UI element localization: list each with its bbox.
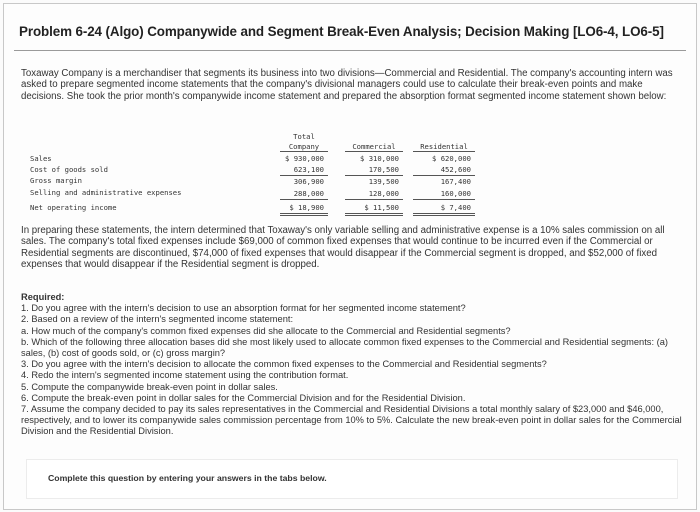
header-underline-total [280,151,328,152]
problem-title: Problem 6-24 (Algo) Companywide and Segment Break-Even Analysis; Decision Making [LO6-4, LO6-5] [19,24,664,39]
required-item: 3. Do you agree with the intern's decision to allocate the common fixed expenses to the Commercial and Residential segments? [21,359,547,370]
subtotal-underline [413,175,475,176]
cell-residential: 160,000 [440,189,471,198]
cell-residential: 452,600 [440,165,471,174]
required-heading: Required: [21,292,65,302]
total-double-underline [413,213,475,214]
subtotal-underline [280,199,328,200]
cell-residential: $ 7,400 [440,203,471,212]
required-item: 1. Do you agree with the intern's decision to use an absorption format for her segmented income statement? [21,303,466,314]
cell-commercial: 139,500 [368,177,399,186]
cell-total: $ 18,900 [289,203,324,212]
header-commercial: Commercial [352,142,396,151]
subtotal-underline [280,175,328,176]
subtotal-underline [345,175,403,176]
header-total-line1: Total [293,132,315,141]
required-item: 2. Based on a review of the intern's segmented income statement: [21,314,294,325]
header-total-line2: Company [288,142,320,151]
fixed-expenses-paragraph: In preparing these statements, the intern determined that Toxaway's only variable selling and administrative expense is a 10% sales commission on all sales. The company's total fixed expenses include $69,000 of common fixed expenses that would continue to be incurred even if the Commercial or Residential segments are discontinued, $74,000 of fixed expenses that would disappear if the Commercial segment is dropped, and $52,000 of fixed expenses that would disappear if the Residential segment is dropped. [21,225,665,271]
required-item: b. Which of the following three allocation bases did she most likely used to allocate common fixed expenses to the Commercial and Residential segments: (a) sales, (b) cost of goods sold, or (c) gross margin? [21,336,668,359]
required-item: 5. Compute the companywide break-even point in dollar sales. [21,381,278,392]
cell-commercial: $ 11,500 [364,203,399,212]
cell-commercial: 170,500 [368,165,399,174]
total-double-underline [345,215,403,216]
instruction-text: Complete this question by entering your answers in the tabs below. [48,473,327,483]
total-double-underline [280,215,328,216]
required-item: 6. Compute the break-even point in dollar sales for the Commercial Division and for the Residential Division. [21,392,466,403]
row-label: Net operating income [30,203,117,212]
cell-total: 623,100 [293,165,324,174]
row-label: Gross margin [30,176,82,185]
total-double-underline [345,213,403,214]
title-divider [14,50,686,51]
total-double-underline [413,215,475,216]
cell-residential: $ 620,000 [432,154,471,163]
cell-residential: 167,400 [440,177,471,186]
required-item: 4. Redo the intern's segmented income statement using the contribution format. [21,370,349,381]
header-residential: Residential [420,142,468,151]
subtotal-underline [345,199,403,200]
cell-commercial: 128,000 [368,189,399,198]
cell-commercial: $ 310,000 [360,154,399,163]
required-item: a. How much of the company's common fixed expenses did she allocate to the Commercial and Residential segments? [21,325,511,336]
intro-paragraph: Toxaway Company is a merchandiser that segments its business into two divisions—Commercial and Residential. The company's accounting intern was asked to prepare segmented income statements that the company's divisional managers could use to calculate their break-even points and make decisions. She took the prior month's companywide income statement and prepared the absorption format segmented income statement shown below: [21,68,673,102]
row-label: Sales [30,154,52,163]
subtotal-underline [413,199,475,200]
required-item: 7. Assume the company decided to pay its sales representatives in the Commercial and Residential Divisions a total monthly salary of $23,000 and $46,000, respectively, and to lower its companywide sales commission percentage from 10% to 5%. Calculate the new break-even point in dollar sales for the Commercial Division and the Residential Division. [21,404,682,437]
row-label: Cost of goods sold [30,165,108,174]
header-underline-residential [413,151,475,152]
instruction-box [26,459,678,499]
cell-total: $ 930,000 [285,154,324,163]
cell-total: 306,900 [293,177,324,186]
required-section [21,292,683,438]
total-double-underline [280,213,328,214]
cell-total: 288,000 [293,189,324,198]
header-underline-commercial [345,151,403,152]
row-label: Selling and administrative expenses [30,188,182,197]
